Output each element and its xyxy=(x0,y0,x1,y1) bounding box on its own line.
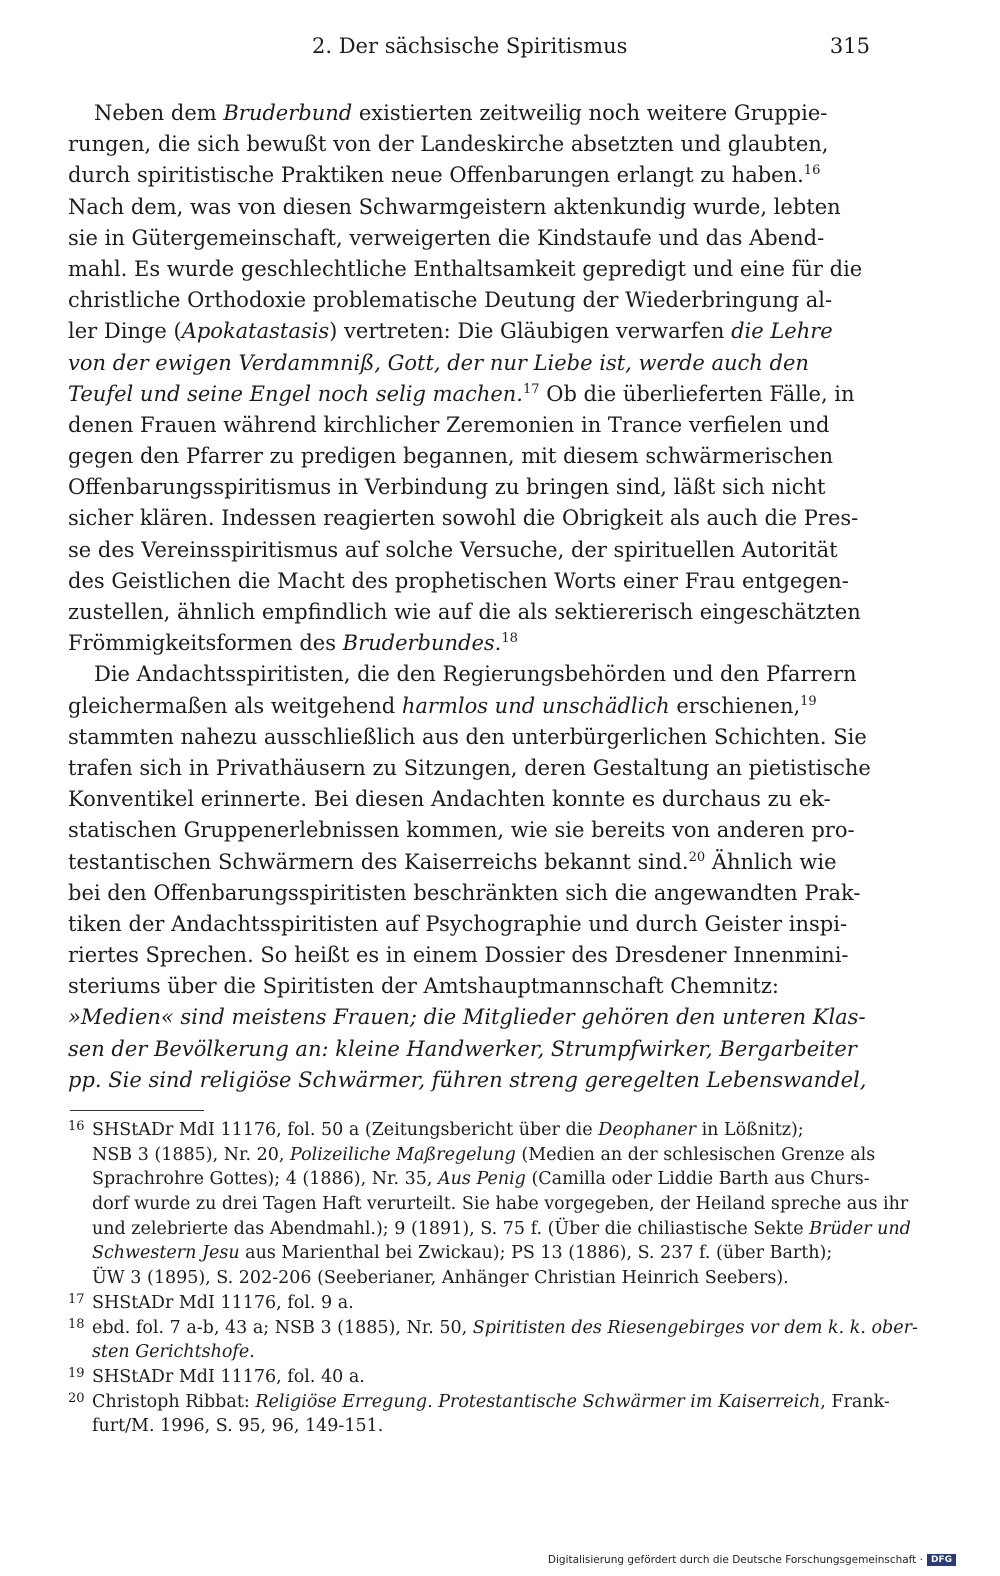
text-line xyxy=(68,472,872,503)
text-run: sen der Bevölkerung an: kleine Handwerker, Strumpfwirker, Bergarbeiter xyxy=(68,1036,857,1061)
text-line xyxy=(68,223,872,254)
text-line xyxy=(68,940,872,971)
text-line xyxy=(68,597,872,628)
text-run: SHStADr MdI 11176, fol. 50 a (Zeitungsbericht über die xyxy=(92,1120,599,1140)
text-line xyxy=(68,691,872,722)
text-run: erschienen, xyxy=(669,693,801,718)
footnote-reference: 18 xyxy=(501,631,518,647)
text-run: SHStADr MdI 11176, fol. 40 a. xyxy=(92,1366,365,1387)
text-run: pp. Sie sind religiöse Schwärmer, führen streng geregelten Lebenswandel, xyxy=(68,1067,867,1092)
text-line xyxy=(68,909,872,940)
text-run: ebd. fol. 7 a-b, 43 a; NSB 3 (1885), Nr. 50, xyxy=(92,1317,473,1338)
text-run: harmlos und unschädlich xyxy=(401,693,670,718)
text-run: sicher klären. Indessen reagierten sowohl die Obrigkeit als auch die Pres- xyxy=(68,506,859,531)
text-run: SHStADr MdI 11176, fol. 9 a. xyxy=(92,1292,354,1313)
text-line xyxy=(68,971,872,1002)
text-run: Brüder und xyxy=(809,1218,911,1239)
main-text xyxy=(68,98,872,1096)
footnote-number: 18 xyxy=(68,1316,85,1332)
text-line xyxy=(68,659,872,690)
text-run: Spiritisten des Riesengebirges vor dem k. k. ober- xyxy=(472,1317,918,1338)
text-run: se des Vereinsspiritismus auf solche Versuche, der spirituellen Autorität xyxy=(68,537,838,562)
text-run: NSB 3 (1885), Nr. 20, xyxy=(92,1144,291,1165)
text-run: trafen sich in Privathäusern zu Sitzungen, deren Gestaltung an pietistische xyxy=(68,755,871,780)
dfg-logo: DFG xyxy=(927,1554,956,1566)
footnote-number: 20 xyxy=(68,1390,85,1406)
text-run: Bruderbund xyxy=(223,101,353,125)
text-run: Sprachrohre Gottes); 4 (1886), Nr. 35, xyxy=(92,1169,439,1190)
footnote-separator xyxy=(70,1110,204,1111)
text-line xyxy=(68,503,872,534)
footnote-line xyxy=(68,1143,876,1168)
text-run: Die Andachtsspiritisten, die den Regierungsbehörden und den Pfarrern xyxy=(94,662,857,687)
footnote-number: 17 xyxy=(68,1291,85,1307)
page-number: 315 xyxy=(829,34,870,58)
footnote-line xyxy=(68,1266,872,1291)
text-run: und zelebrierte das Abendmahl.); 9 (1891), S. 75 f. (Über die chiliastische Sekte xyxy=(92,1218,810,1239)
text-run: Konventikel erinnerte. Bei diesen Andachten konnte es durchaus zu ek- xyxy=(68,787,831,812)
text-run: dorf wurde zu drei Tagen Haft verurteilt. Sie habe vorgegeben, der Heiland spreche aus ihr xyxy=(92,1194,909,1215)
text-run: (Medien an der schlesischen Grenze als xyxy=(515,1144,876,1165)
text-run: denen Frauen während kirchlicher Zeremonien in Trance verfielen und xyxy=(68,412,830,437)
text-run: Bruderbundes. xyxy=(342,631,502,656)
text-run: Offenbarungsspiritismus in Verbindung zu bringen sind, läßt sich nicht xyxy=(68,475,826,500)
text-line xyxy=(68,316,872,347)
text-run: Frömmigkeitsformen des xyxy=(68,631,343,656)
footnote-line xyxy=(68,1118,872,1143)
text-run: aus Marienthal bei Zwickau); PS 13 (1886), S. 237 f. (über Barth); xyxy=(239,1243,833,1264)
text-line xyxy=(68,98,872,129)
text-line xyxy=(68,379,872,410)
text-line xyxy=(68,847,872,878)
text-run: Ob die überlieferten Fälle, in xyxy=(539,381,855,406)
footnote-line xyxy=(68,1365,872,1390)
footnote-line xyxy=(68,1192,909,1217)
footnote-number: 19 xyxy=(68,1365,85,1381)
footnote-line xyxy=(68,1217,911,1242)
footnote-reference: 20 xyxy=(688,849,706,865)
text-run: zustellen, ähnlich empfindlich wie auf die als sektiererisch eingeschätzten xyxy=(68,600,861,624)
footnote-line xyxy=(68,1241,872,1266)
text-run: steriums über die Spiritisten der Amtshauptmannschaft Chemnitz: xyxy=(68,974,779,999)
footnote-line xyxy=(68,1291,872,1316)
text-run: sten Gerichtshofe. xyxy=(92,1342,255,1363)
footer-text: Digitalisierung gefördert durch die Deutsche Forschungsgemeinschaft · xyxy=(547,1554,923,1566)
text-line xyxy=(68,722,872,753)
text-run: sie in Gütergemeinschaft, verweigerten die Kindstaufe und das Abend- xyxy=(68,225,825,250)
text-line xyxy=(68,878,872,909)
text-run: durch spiritistische Praktiken neue Offenbarungen erlangt zu haben. xyxy=(68,163,804,188)
text-run: , Frank- xyxy=(820,1391,890,1412)
text-run: ÜW 3 (1895), S. 202-206 (Seeberianer, Anhänger Christian Heinrich Seebers). xyxy=(92,1268,789,1289)
text-run: ler Dinge ( xyxy=(68,319,182,344)
text-run: die Lehre xyxy=(731,319,833,344)
footnote-reference: 19 xyxy=(800,693,817,709)
text-line xyxy=(68,410,872,441)
text-run: gleichermaßen als weitgehend xyxy=(68,693,402,718)
text-line xyxy=(68,753,872,784)
text-line xyxy=(68,1034,872,1065)
text-line xyxy=(68,129,872,160)
text-line xyxy=(68,784,872,815)
text-run: Schwestern Jesu xyxy=(92,1243,240,1264)
text-run: statischen Gruppenerlebnissen kommen, wie sie bereits von anderen pro- xyxy=(68,818,855,843)
text-run: mahl. Es wurde geschlechtliche Enthaltsamkeit gepredigt und eine für die xyxy=(68,256,863,281)
text-run: bei den Offenbarungsspiritisten beschränkten sich die angewandten Prak- xyxy=(68,880,861,905)
text-line xyxy=(68,160,872,191)
text-run: Polizeiliche Maßregelung xyxy=(290,1144,516,1165)
footnote-line xyxy=(68,1167,872,1192)
text-run: (Camilla oder Liddie Barth aus Churs- xyxy=(525,1169,870,1190)
text-run: testantischen Schwärmern des Kaiserreichs bekannt sind. xyxy=(68,849,689,874)
text-line xyxy=(68,535,872,566)
text-run: in Lößnitz); xyxy=(696,1120,804,1140)
footnote-number: 16 xyxy=(68,1119,85,1134)
footnote-reference: 16 xyxy=(803,163,821,179)
dfg-footer xyxy=(548,1551,956,1569)
footnote-line xyxy=(68,1316,918,1341)
footnote-line xyxy=(68,1414,872,1439)
text-run: ) vertreten: Die Gläubigen verwarfen xyxy=(329,319,732,344)
text-line xyxy=(68,628,872,659)
text-run: Neben dem xyxy=(94,101,224,125)
text-run: Nach dem, was von diesen Schwarmgeistern aktenkundig wurde, lebten xyxy=(68,194,841,219)
text-run: von der ewigen Verdammniß, Gott, der nur Liebe ist, werde auch den xyxy=(68,350,809,375)
chapter-title: 2. Der sächsische Spiritismus xyxy=(312,34,628,58)
running-head xyxy=(70,34,870,66)
text-run: existierten zeitweilig noch weitere Gruppie- xyxy=(352,101,828,125)
text-run: Apokatastasis xyxy=(181,319,330,344)
text-line xyxy=(68,348,872,379)
text-line xyxy=(68,1065,872,1096)
text-run: Deophaner xyxy=(598,1120,697,1140)
text-run: stammten nahezu ausschließlich aus den unterbürgerlichen Schichten. Sie xyxy=(68,724,867,749)
text-run: des Geistlichen die Macht des prophetischen Worts einer Frau entgegen- xyxy=(68,568,849,593)
text-line xyxy=(68,566,872,597)
text-run: christliche Orthodoxie problematische Deutung der Wiederbringung al- xyxy=(68,288,833,313)
text-line xyxy=(68,192,872,223)
text-run: Christoph Ribbat: xyxy=(92,1391,256,1412)
text-line xyxy=(68,1002,872,1033)
text-line xyxy=(68,441,872,472)
footnote-reference: 17 xyxy=(523,381,540,397)
text-run: furt/M. 1996, S. 95, 96, 149-151. xyxy=(92,1416,384,1437)
text-run: Ähnlich wie xyxy=(705,849,837,874)
footnotes xyxy=(68,1118,918,1439)
text-run: »Medien« sind meistens Frauen; die Mitglieder gehören den unteren Klas- xyxy=(68,1005,866,1030)
text-line xyxy=(68,254,872,285)
text-run: gegen den Pfarrer zu predigen begannen, mit diesem schwärmerischen xyxy=(68,444,834,469)
text-line xyxy=(68,285,872,316)
footnote-line xyxy=(68,1340,872,1365)
text-run: Aus Penig xyxy=(438,1169,526,1190)
text-run: Teufel und seine Engel noch selig machen. xyxy=(68,381,523,406)
text-run: Religiöse Erregung. Protestantische Schwärmer im Kaiserreich xyxy=(255,1391,821,1412)
text-run: riertes Sprechen. So heißt es in einem Dossier des Dresdener Innenmini- xyxy=(68,943,849,968)
footnote-line xyxy=(68,1390,890,1415)
text-line xyxy=(68,815,872,846)
text-run: rungen, die sich bewußt von der Landeskirche absetzten und glaubten, xyxy=(68,132,829,157)
text-run: tiken der Andachtsspiritisten auf Psychographie und durch Geister inspi- xyxy=(68,911,848,936)
